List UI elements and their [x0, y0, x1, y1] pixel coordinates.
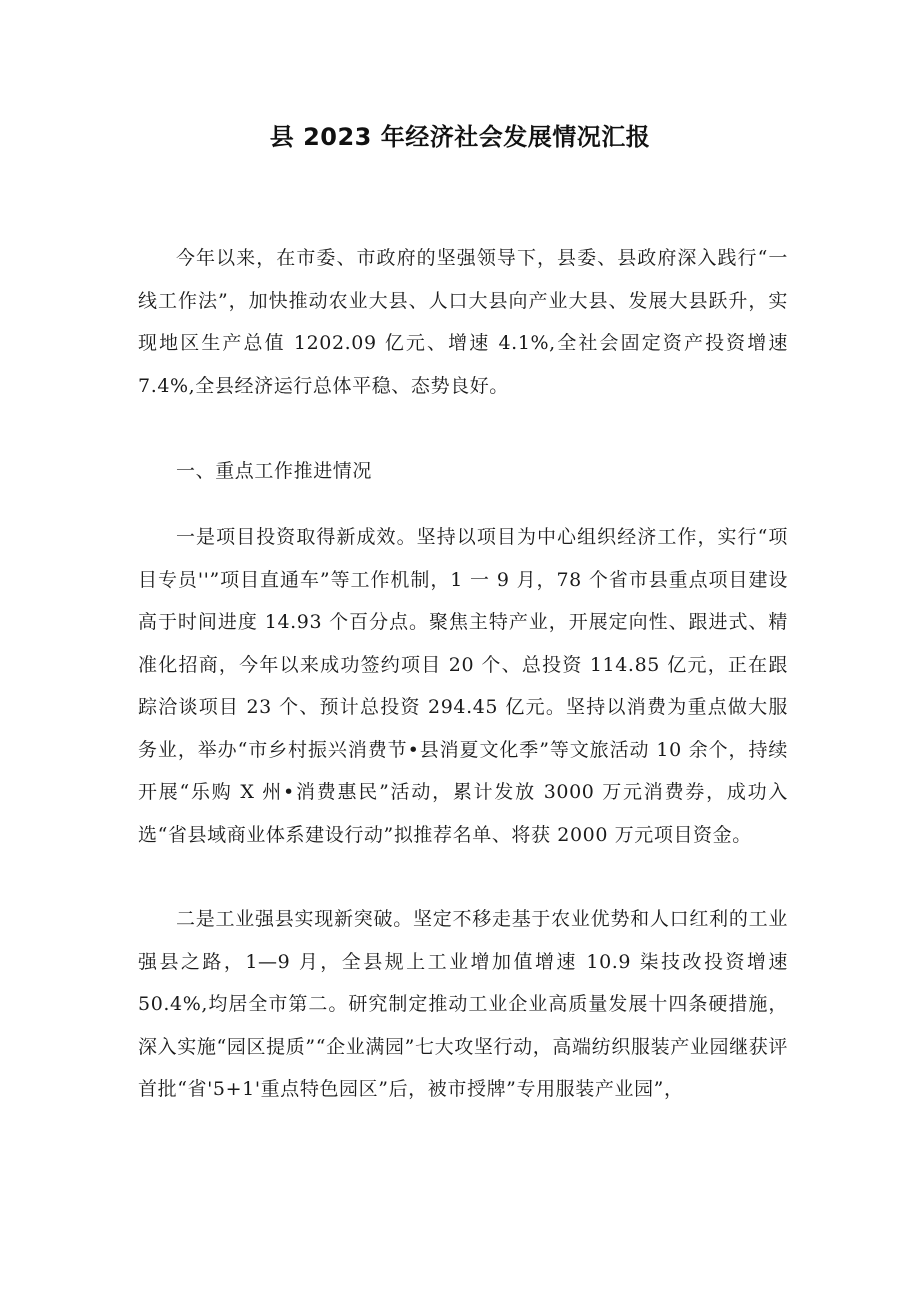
section-heading: 一、重点工作推进情况: [176, 460, 373, 482]
document-title: 县 2023 年经济社会发展情况汇报: [269, 123, 651, 152]
intro-paragraph: 今年以来，在市委、市政府的坚强领导下，县委、县政府深入践行“一线工作法”，加快推动农业大县、人口大县向产业大县、发展大县跃升，实现地区生产总值 1202.09 亿元、增速 4.1%,全社会固定资产投资增速 7.4%,全县经济运行总体平稳、态势良好。: [138, 247, 788, 397]
paragraph-industry: 二是工业强县实现新突破。坚定不移走基于农业优势和人口红利的工业强县之路，1—9 月，全县规上工业增加值增速 10.9 柒技改投资增速 50.4%,均居全市第二。研究制定推动工业企业高质量发展十四条硬措施，深入实施“园区提质”“企业满园”七大攻坚行动，高端纺织服装产业园继获评首批“省'5+1'重点特色园区”后，被市授牌”专用服装产业园”，: [138, 908, 788, 1100]
paragraph-project-investment: 一是项目投资取得新成效。坚持以项目为中心组织经济工作，实行“项目专员''”项目直通车”等工作机制，1 一 9 月，78 个省市县重点项目建设高于时间进度 14.93 个百分点。聚焦主特产业，开展定向性、跟进式、精准化招商，今年以来成功签约项目 20 个、总投资 114.85 亿元，正在跟踪洽谈项目 23 个、预计总投资 294.45 亿元。坚持以消费为重点做大服务业，举办“市乡村振兴消费节•县消夏文化季”等文旅活动 10 余个，持续开展“乐购 X 州•消费惠民”活动，累计发放 3000 万元消费券，成功入选“省县域商业体系建设行动”拟推荐名单、将获 2000 万元项目资金。: [138, 526, 788, 846]
